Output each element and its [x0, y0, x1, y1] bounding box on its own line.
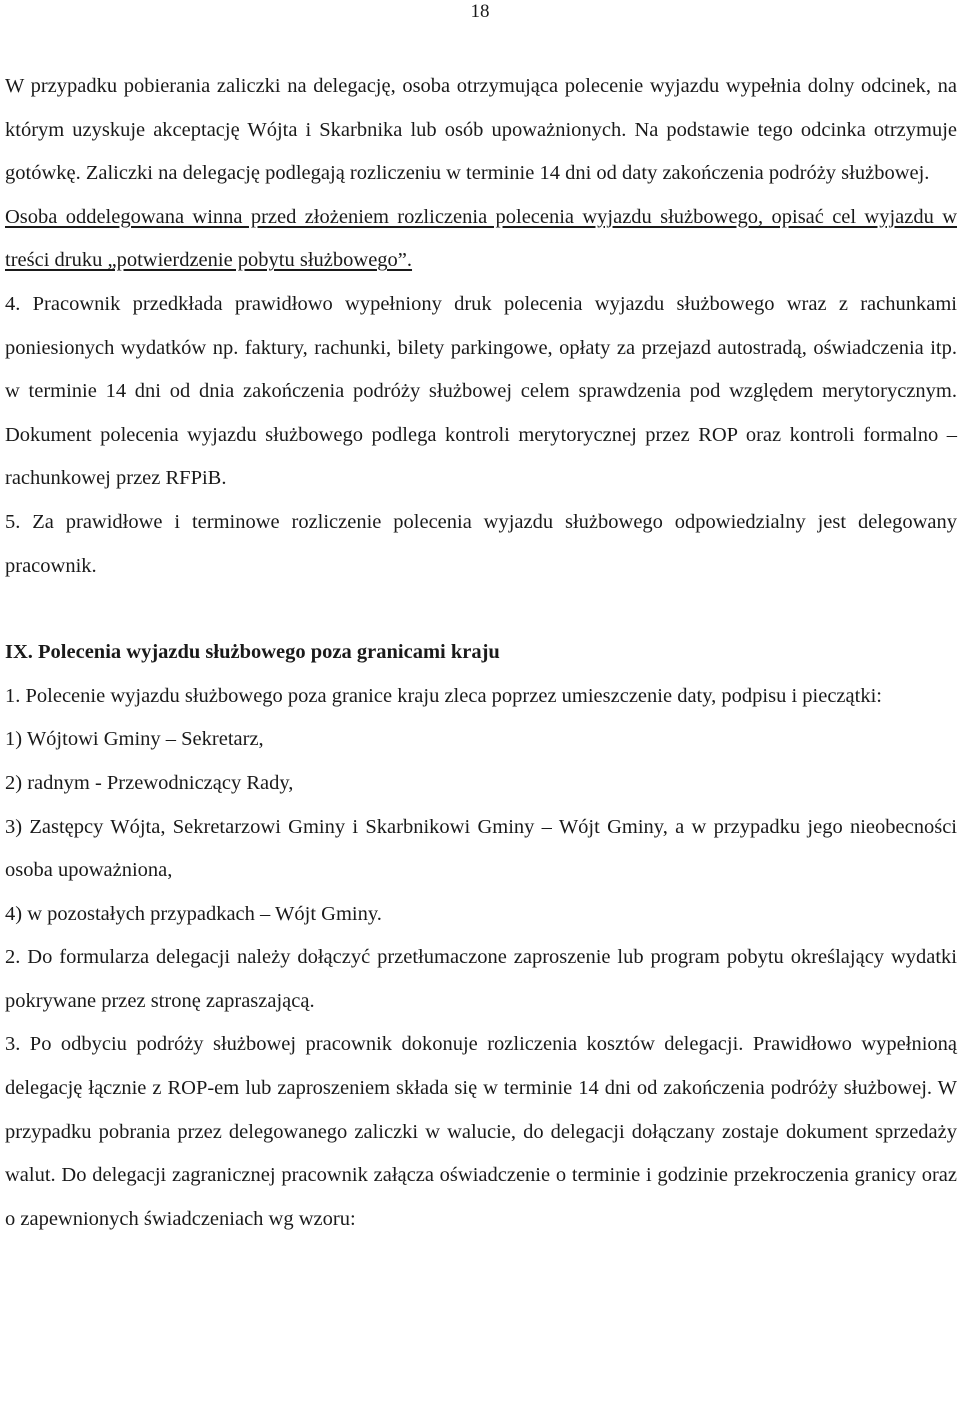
- section-list-item: 1) Wójtowi Gminy – Sekretarz,: [5, 728, 264, 751]
- section-point-3: 3. Po odbyciu podróży służbowej pracownik dokonuje rozliczenia kosztów delegacji. Prawidłowo wypełnioną delegację łącznie z ROP-em lub zaproszeniem składa się w terminie 14 dni od zakończenia podróży służbowej. W przypadku pobrania przez delegowanego zaliczki w walucie, do delegacji dołączany zostaje dokument sprzedaży walut. Do delegacji zagranicznej pracownik załącza oświadczenie o terminie i godzinie przekroczenia granicy oraz o zapewnionych świadczeniach wg wzoru:: [5, 1033, 957, 1230]
- section-list-item: 4) w pozostałych przypadkach – Wójt Gminy.: [5, 902, 382, 925]
- paragraph-point-4: 4. Pracownik przedkłada prawidłowo wypełniony druk polecenia wyjazdu służbowego wraz z rachunkami poniesionych wydatków np. faktury, rachunki, bilety parkingowe, opłaty za przejazd autostradą, oświadczenia itp. w terminie 14 dni od dnia zakończenia podróży służbowej celem sprawdzenia pod względem merytorycznym. Dokument polecenia wyjazdu służbowego podlega kontroli merytorycznej przez ROP oraz kontroli formalno – rachunkowej przez RFPiB.: [5, 292, 957, 490]
- paragraph-trip-purpose: Osoba oddelegowana winna przed złożeniem rozliczenia polecenia wyjazdu służbowego, opisać cel wyjazdu w treści druku „potwierdzenie pobytu służbowego”.: [5, 205, 957, 272]
- section-list-item: 3) Zastępcy Wójta, Sekretarzowi Gminy i Skarbnikowi Gminy – Wójt Gminy, a w przypadku jego nieobecności osoba upoważniona,: [5, 815, 957, 882]
- paragraph-point-5: 5. Za prawidłowe i terminowe rozliczenie polecenia wyjazdu służbowego odpowiedzialny jest delegowany pracownik.: [5, 510, 957, 577]
- document-body: [5, 65, 957, 1241]
- section-point-1: 1. Polecenie wyjazdu służbowego poza granice kraju zleca poprzez umieszczenie daty, podpisu i pieczątki:: [5, 684, 882, 707]
- paragraph-advance-payment: W przypadku pobierania zaliczki na delegację, osoba otrzymująca polecenie wyjazdu wypełnia dolny odcinek, na którym uzyskuje akceptację Wójta i Skarbnika lub osób upoważnionych. Na podstawie tego odcinka otrzymuje gotówkę. Zaliczki na delegację podlegają rozliczeniu w terminie 14 dni od daty zakończenia podróży służbowej.: [5, 75, 957, 185]
- page-number: 18: [470, 1, 490, 22]
- section-point-2: 2. Do formularza delegacji należy dołączyć przetłumaczone zaproszenie lub program pobytu określający wydatki pokrywane przez stronę zapraszającą.: [5, 946, 957, 1012]
- section-list-item: 2) radnym - Przewodniczący Rady,: [5, 771, 294, 794]
- section-heading: IX. Polecenia wyjazdu służbowego poza granicami kraju: [5, 641, 500, 664]
